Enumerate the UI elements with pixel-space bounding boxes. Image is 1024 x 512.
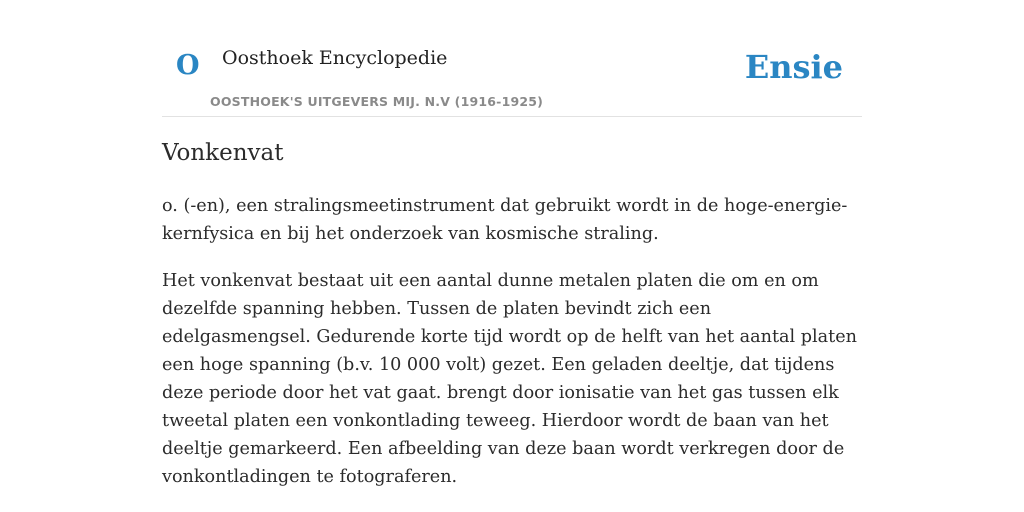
publisher-label: OOSTHOEK'S UITGEVERS MIJ. N.V (1916-1925) [210, 94, 544, 109]
encyclopedia-logo[interactable]: O [176, 50, 200, 81]
entry-paragraph: o. (-en), een stralingsmeetinstrument dat gebruikt wordt in de hoge-energie-kernfysica en bij het onderzoek van kosmische straling. [162, 196, 848, 244]
entry-paragraph: Het vonkenvat bestaat uit een aantal dunne metalen platen die om en om dezelfde spanning hebben. Tussen de platen bevindt zich een edelgasmengsel. Gedurende korte tijd wordt op de helft van het aantal platen een hoge spanning (b.v. 10 000 volt) gezet. Een geladen deeltje, dat tijdens deze periode door het vat gaat. brengt door ionisatie van het gas tussen elk tweetal platen een vonkontlading teweeg. Hierdoor wordt de baan van het deeltje gemarkeerd. Een afbeelding van deze baan wordt verkregen door de vonkontladingen te fotograferen. [162, 271, 857, 487]
entry-title: Vonkenvat [162, 140, 284, 166]
ensie-logo[interactable]: Ensie [744, 48, 843, 86]
source-header [162, 0, 862, 117]
page-container [162, 0, 862, 487]
encyclopedia-title[interactable]: Oosthoek Encyclopedie [222, 47, 448, 69]
